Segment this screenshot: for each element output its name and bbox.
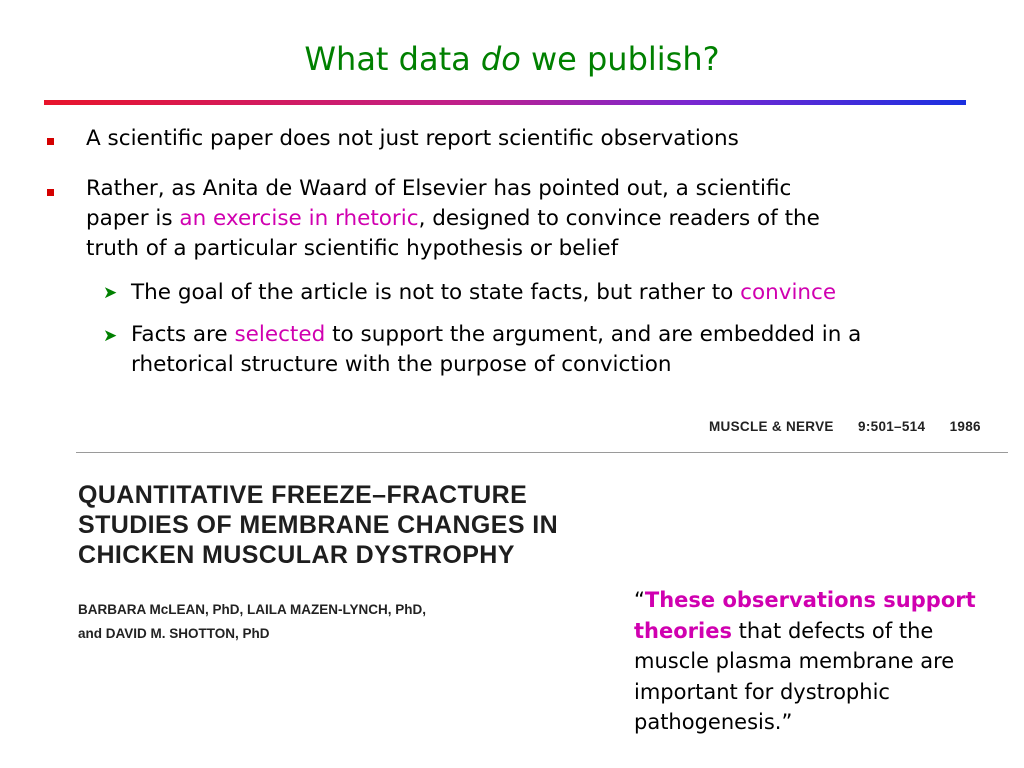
quote-block: “These observations support theories that defects of the muscle plasma membrane are important for dystrophic pathogenesis.” (634, 588, 976, 734)
sub-bullet-2: Facts are selected to support the argument, and are embedded in a rhetorical structure with the purpose of conviction (131, 320, 861, 380)
sub-bullet-2-line2: rhetorical structure with the purpose of conviction (131, 352, 672, 377)
bullet-2-line1: Rather, as Anita de Waard of Elsevier has pointed out, a scientific (86, 176, 792, 201)
arrow-bullet-icon: ➤ (103, 326, 118, 346)
bullet-2-line2: paper is an exercise in rhetoric, designed to convince readers of the (86, 206, 820, 231)
journal-name: MUSCLE & NERVE (709, 419, 834, 434)
bullet-2-line3: truth of a particular scientific hypothesis or belief (86, 236, 619, 261)
paper-title: QUANTITATIVE FREEZE–FRACTURE STUDIES OF MEMBRANE CHANGES IN CHICKEN MUSCULAR DYSTROPHY (78, 481, 559, 569)
convince-highlight: convince (740, 280, 837, 305)
rhetoric-highlight: an exercise in rhetoric (179, 206, 419, 231)
bullet-1: A scientific paper does not just report scientific observations (86, 126, 739, 151)
quote-highlight: These observations support theories (634, 588, 976, 643)
paper-header-rule (76, 452, 1008, 453)
quote-rest: that defects of the muscle plasma membrane are important for dystrophic pathogenesis.” (634, 618, 955, 734)
journal-year: 1986 (949, 419, 981, 434)
title-part1: What data (304, 40, 481, 78)
slide-title (0, 40, 1024, 78)
title-part2: we publish? (520, 40, 720, 78)
selected-highlight: selected (234, 322, 326, 347)
paper-journal-header (709, 419, 981, 434)
bullet-marker (47, 138, 54, 145)
arrow-bullet-icon: ➤ (103, 283, 118, 303)
bullet-2 (86, 174, 820, 264)
title-emphasis: do (480, 40, 521, 78)
bullet-marker (47, 189, 54, 196)
paper-authors: BARBARA McLEAN, PhD, LAILA MAZEN-LYNCH, PhD, and DAVID M. SHOTTON, PhD (78, 602, 426, 641)
journal-volume: 9:501–514 (858, 419, 926, 434)
title-divider (44, 100, 966, 105)
sub-bullet-1: The goal of the article is not to state facts, but rather to convince (131, 280, 837, 305)
